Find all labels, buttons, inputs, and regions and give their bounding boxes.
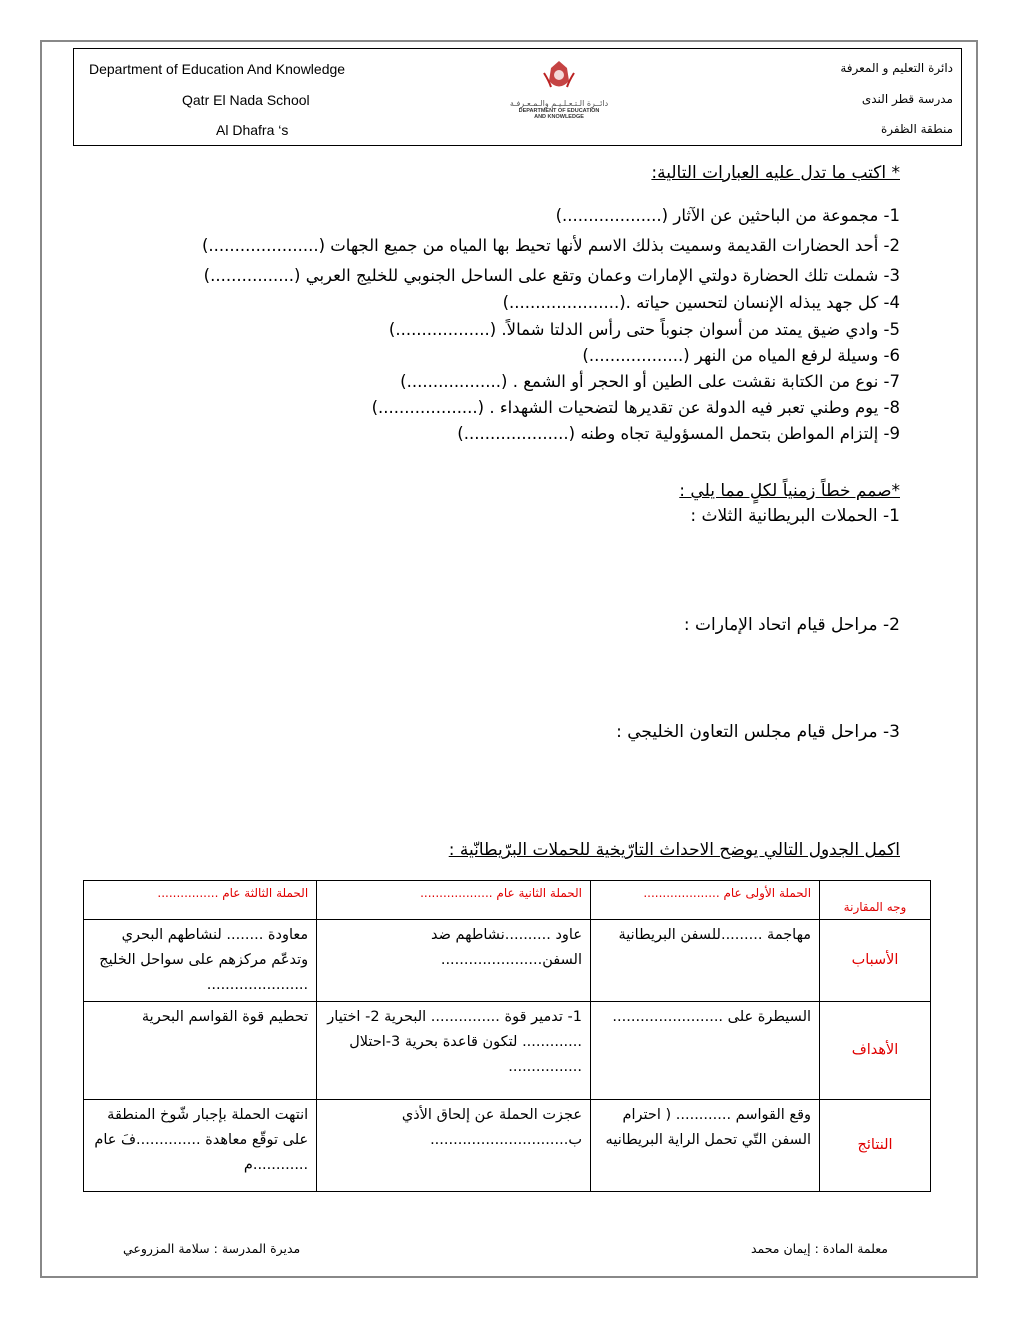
emblem-icon <box>539 59 579 95</box>
campaigns-table <box>83 880 931 1192</box>
table-cell: مهاجمة .........للسفن البريطانية <box>591 920 820 1002</box>
section3-title: اكمل الجدول التالي يوضح الاحداث التارّيخية للحملات البرّيطانّية : <box>448 840 900 860</box>
header-en-line-2: Qatr El Nada School <box>182 92 310 108</box>
logo-english-line-2: AND KNOWLEDGE <box>534 114 584 120</box>
principal-name: مديرة المدرسة : سلامة المزروعي <box>123 1241 301 1256</box>
section2-title: *صمم خطاً زمنياً لكلٍ مما يلي : <box>679 481 900 501</box>
section1-item-9: 9- إلتزام المواطن بتحمل المسؤولية تجاه وطنه (....................) <box>457 424 900 443</box>
header-campaign-3: الحملة الثالثة عام ................ <box>84 881 317 920</box>
department-logo <box>504 59 614 139</box>
header-comparison: وجه المقارنة <box>820 881 931 920</box>
table-cell: معاودة ........ لنشاطهم البحري وتدعّم مركزهم على سواحل الخليج ...................... <box>84 920 317 1002</box>
timeline-1: 1- الحملات البريطانية الثلاث : <box>690 506 900 526</box>
logo-arabic-text: دائــرة الـتـعـلـيـم والـمـعـرفـة <box>509 99 609 108</box>
table-row <box>84 1002 931 1100</box>
section1-title: * اكتب ما تدل عليه العبارات التالية: <box>651 163 900 183</box>
section1-item-1: 1- مجموعة من الباحثين عن الآثار (...................) <box>555 206 900 225</box>
table-cell: انتهت الحملة بإجبار شّوخ المنطقة على توقّع معاهدة ..............فَ عام ............م <box>84 1100 317 1192</box>
teacher-name: معلمة المادة : إيمان محمد <box>750 1241 888 1256</box>
header-campaign-1: الحملة الأولى عام .................... <box>591 881 820 920</box>
table-cell: عاود ..........نشاطهم ضد السفن...................... <box>317 920 591 1002</box>
section1-item-7: 7- نوع من الكتابة نقشت على الطين أو الحجر أو الشمع . (..................) <box>400 372 900 391</box>
table-header-row <box>84 881 931 920</box>
header-ar-line-2: مدرسة قطر الندى <box>861 92 953 106</box>
table-cell: تحطيم قوة القواسم البحرية <box>84 1002 317 1100</box>
header-en-line-1: Department of Education And Knowledge <box>89 61 346 77</box>
table-row <box>84 920 931 1002</box>
header-campaign-2: الحملة الثانية عام ................... <box>317 881 591 920</box>
table-cell: السيطرة على ........................ <box>591 1002 820 1100</box>
table-row <box>84 1100 931 1192</box>
section1-item-6: 6- وسيلة لرفع المياه من النهر (..................) <box>582 346 900 365</box>
table-cell: وقع القواسم ............ ( احترام السفن التّي تحمل الراية البريطانيه <box>591 1100 820 1192</box>
header-en-line-3: Al Dhafra ‘s <box>216 122 289 138</box>
header <box>73 48 962 146</box>
section1-item-3: 3- شملت تلك الحضارة دولتي الإمارات وعمان وتقع على الساحل الجنوبي للخليج العربي (................) <box>203 266 900 285</box>
timeline-2: 2- مراحل قيام اتحاد الإمارات : <box>683 615 900 635</box>
row-label-results: النتائج <box>820 1100 931 1192</box>
section1-item-4: 4- كل جهد يبذله الإنسان لتحسين حياته .(.....................) <box>502 293 900 312</box>
row-label-goals: الأهداف <box>820 1002 931 1100</box>
table-cell: 1- تدمير قوة ............... البحرية 2- اختيار ............. لتكون قاعدة بحرية 3-احتلال ................ <box>317 1002 591 1100</box>
section1-item-5: 5- وادي ضيق يمتد من أسوان جنوباً حتى رأس الدلتا شمالاً. (..................) <box>388 320 900 339</box>
header-ar-line-3: منطقة الظفرة <box>880 122 953 136</box>
table-cell: عجزت الحملة عن إلحاق الأذي ب.............................. <box>317 1100 591 1192</box>
section1-item-2: 2- أحد الحضارات القديمة وسميت بذلك الاسم لأنها تحيط بها المياه من جميع الجهات (.....................) <box>202 236 900 255</box>
logo-english-line-1: DEPARTMENT OF EDUCATION <box>518 108 600 114</box>
timeline-3: 3- مراحل قيام مجلس التعاون الخليجي : <box>616 722 900 742</box>
section1-item-8: 8- يوم وطني تعبر فيه الدولة عن تقديرها لتضحيات الشهداء . (...................) <box>371 398 900 417</box>
row-label-causes: الأسباب <box>820 920 931 1002</box>
header-ar-line-1: دائرة التعليم و المعرفة <box>840 61 953 75</box>
